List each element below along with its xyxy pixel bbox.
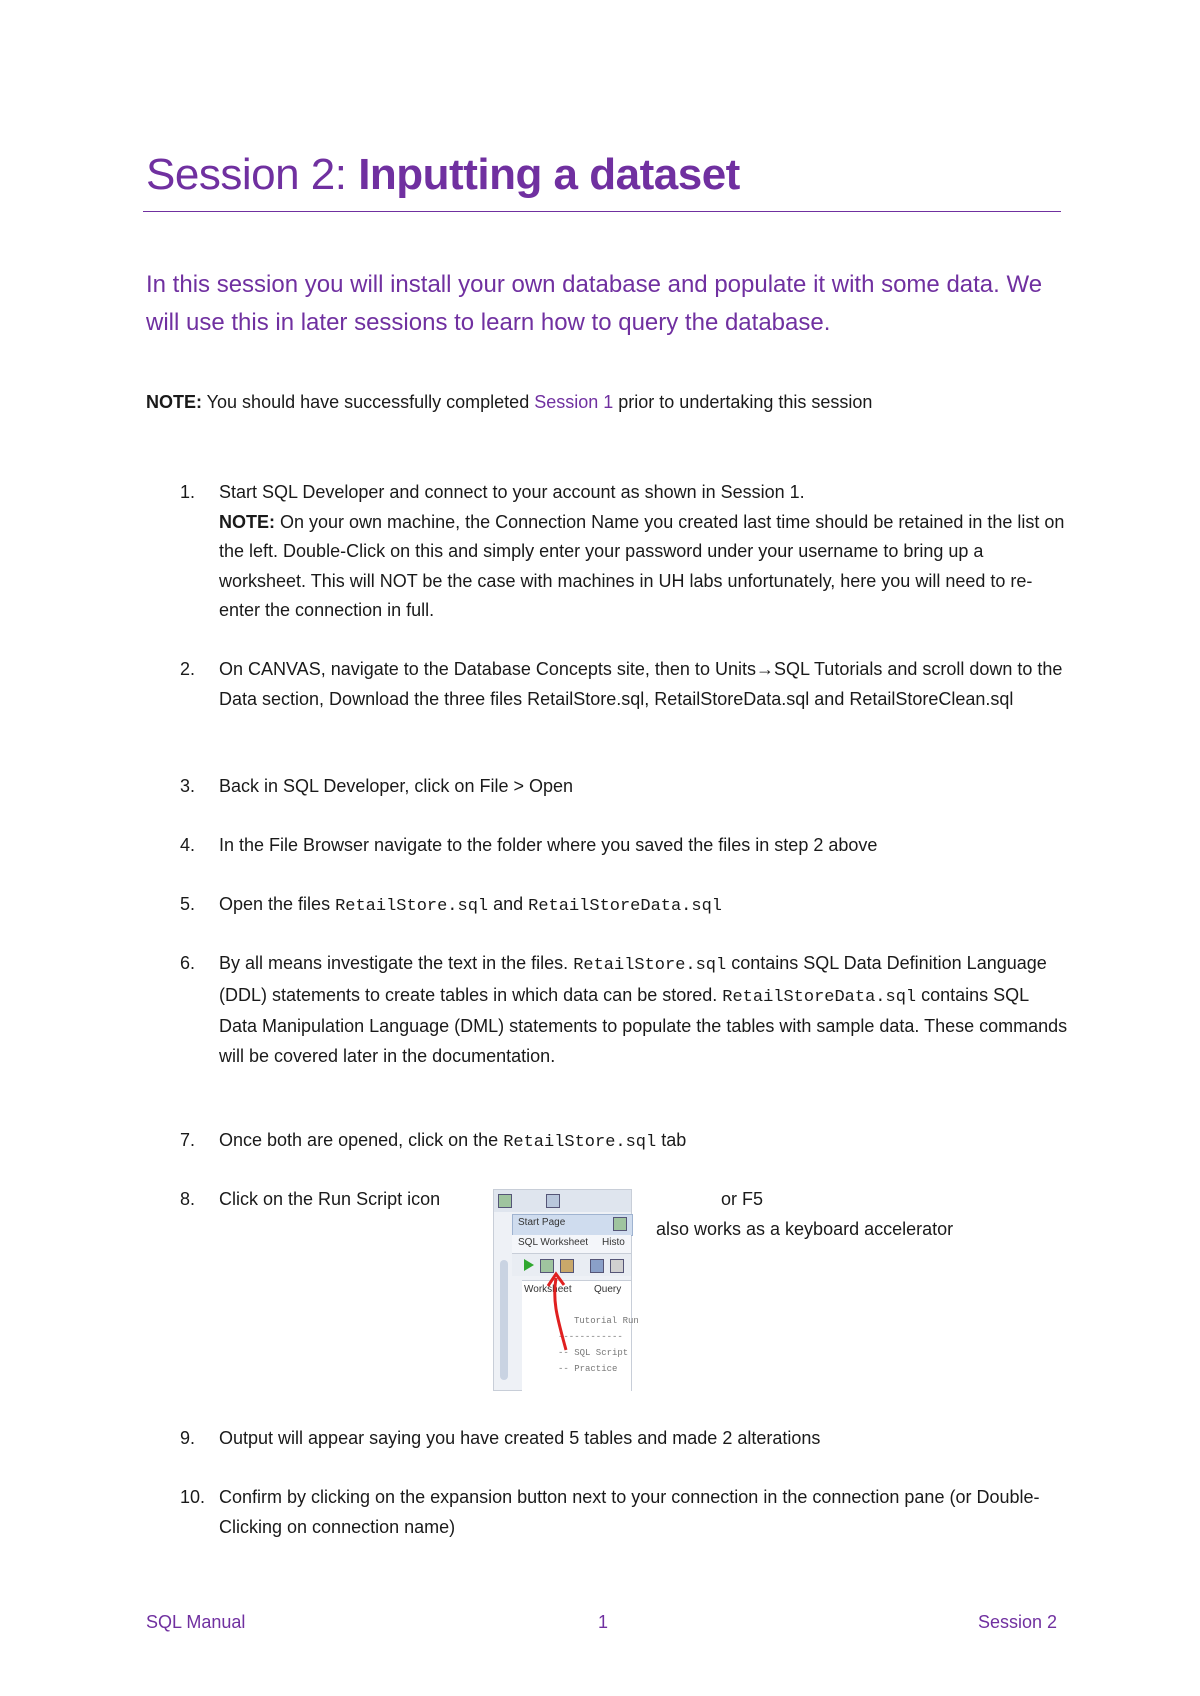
- step-number: 5.: [180, 894, 196, 914]
- code-line: Tutorial Run: [574, 1316, 639, 1326]
- step-text: By all means investigate the text in the files.: [219, 953, 574, 973]
- step-note-label: NOTE:: [219, 511, 275, 532]
- title-rule: [143, 211, 1061, 212]
- step-text: On CANVAS, navigate to the Database Concepts site, then to Units→SQL Tutorials and scroll down to the Data section, Download the three files RetailStore.sql, RetailStoreData.sql and RetailStoreClean.sql: [219, 659, 1063, 709]
- run-script-screenshot: [493, 1189, 639, 1391]
- f5-text: or F5: [721, 1189, 764, 1209]
- step-number: 7.: [180, 1130, 196, 1150]
- step-text: Open the files: [219, 894, 336, 914]
- footer-left: SQL Manual: [146, 1612, 246, 1632]
- note-text-after: prior to undertaking this session: [613, 392, 873, 412]
- step-3: [180, 772, 1070, 802]
- step-number: 2.: [180, 659, 196, 679]
- file-name: RetailStoreData.sql: [722, 987, 917, 1007]
- step-number: 9.: [180, 1428, 196, 1448]
- f5-shortcut: [721, 1185, 921, 1215]
- query-label: Query: [594, 1284, 622, 1295]
- session-1-link[interactable]: Session 1: [534, 392, 614, 412]
- step-7: [180, 1126, 1070, 1158]
- step-1: [180, 478, 1070, 626]
- accelerator-text: also works as a keyboard accelerator: [656, 1219, 954, 1239]
- file-name: RetailStore.sql: [573, 956, 727, 975]
- step-number: 6.: [180, 953, 196, 973]
- step-2: [180, 655, 1070, 714]
- code-line: -- SQL Script: [558, 1348, 629, 1358]
- history-tab-label: Histo: [602, 1237, 625, 1248]
- step-5: [180, 890, 1070, 922]
- footer-right: Session 2: [978, 1612, 1058, 1632]
- step-6: [180, 949, 1070, 1071]
- step-4: [180, 831, 1070, 861]
- step-text: Once both are opened, click on the: [219, 1130, 504, 1150]
- note-label: NOTE:: [146, 392, 202, 412]
- prerequisite-note: [146, 388, 872, 416]
- step-note-text: On your own machine, the Connection Name you created last time should be retained in the list on the left. Double-Click on this and simply enter your password under your username to bring up a worksheet. This will NOT be the case with machines in UH labs unfortunately, here you will need to re-enter the connection in full.: [219, 511, 1065, 620]
- step-text: and: [488, 894, 529, 914]
- intro-paragraph: In this session you will install your own database and populate it with some data. We will use this in later sessions to learn how to query the database.: [146, 271, 1043, 336]
- start-page-tab-label: Start Page: [518, 1217, 566, 1228]
- code-line: ------------: [558, 1332, 623, 1342]
- page-title: [146, 150, 740, 200]
- step-number: 4.: [180, 835, 196, 855]
- step-text: In the File Browser navigate to the folder where you saved the files in step 2 above: [219, 835, 878, 855]
- step-number: 3.: [180, 776, 196, 796]
- step-10: [180, 1483, 1070, 1542]
- red-arrow-annotation: [494, 1190, 631, 1390]
- step-text: contains SQL Data Definition Language (DDL) statements to create tables in which data can be stored.: [219, 953, 1047, 1005]
- title-main: Inputting a dataset: [358, 150, 740, 199]
- title-prefix: Session 2:: [146, 150, 359, 199]
- note-text-before: You should have successfully completed: [202, 392, 535, 412]
- file-name: RetailStoreData.sql: [528, 897, 722, 916]
- step-text: Back in SQL Developer, click on File > Open: [219, 776, 574, 796]
- worksheet-pane-label: Worksheet: [524, 1284, 572, 1295]
- step-number: 10.: [180, 1487, 206, 1507]
- step-text: Confirm by clicking on the expansion button next to your connection in the connection pane (or Double-Clicking on connection name): [219, 1487, 1040, 1537]
- accelerator-note: [656, 1215, 1076, 1245]
- page-number: 1: [598, 1612, 609, 1632]
- step-text: tab: [656, 1130, 687, 1150]
- code-line: -- Practice: [558, 1364, 618, 1374]
- worksheet-tab-label: SQL Worksheet: [518, 1237, 589, 1248]
- step-number: 8.: [180, 1189, 196, 1209]
- file-name: RetailStore.sql: [503, 1133, 657, 1152]
- step-text: Click on the Run Script icon: [219, 1189, 441, 1209]
- step-number: 1.: [180, 482, 196, 502]
- step-text: contains SQL Data Manipulation Language (DML) statements to populate the tables with sample data. These commands will be covered later in the documentation.: [219, 984, 1068, 1066]
- step-9: [180, 1424, 1070, 1454]
- step-text: Start SQL Developer and connect to your account as shown in Session 1.: [219, 482, 805, 502]
- step-text: Output will appear saying you have created 5 tables and made 2 alterations: [219, 1428, 821, 1448]
- file-name: RetailStore.sql: [335, 897, 489, 916]
